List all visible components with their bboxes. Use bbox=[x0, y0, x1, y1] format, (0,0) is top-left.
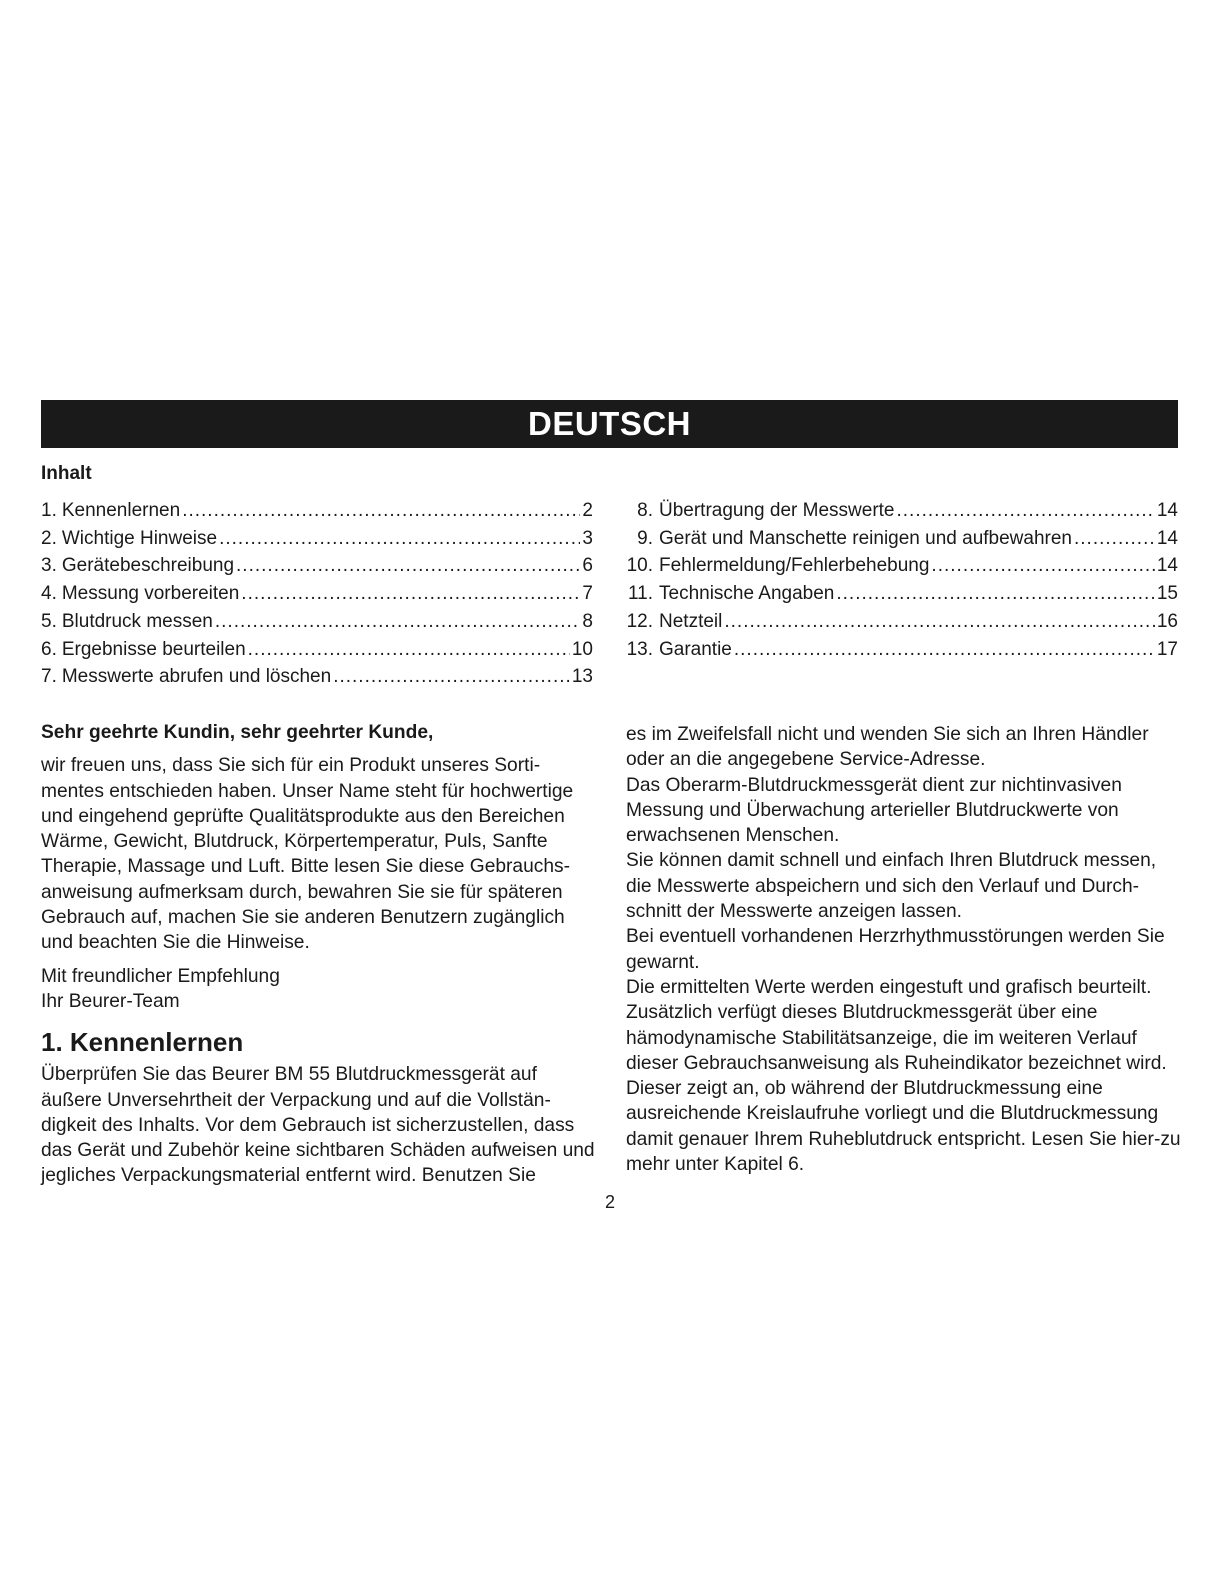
toc-entry[interactable] bbox=[626, 636, 1178, 664]
paragraph: Bei eventuell vorhandenen Herzrhythmusstörungen werden Sie gewarnt. bbox=[626, 926, 1165, 973]
toc-entry[interactable] bbox=[626, 552, 1178, 580]
toc-entry-number: 7. bbox=[41, 666, 57, 688]
toc-entry[interactable] bbox=[626, 608, 1178, 636]
toc-entry-label: Blutdruck messen bbox=[61, 610, 213, 632]
toc-left-column bbox=[41, 497, 593, 691]
toc-entry-number: 3. bbox=[41, 555, 57, 577]
paragraph: Sie können damit schnell und einfach Ihren Blutdruck messen, die Messwerte abspeichern und sich den Verlauf und Durch-schnitt der Messwerte anzeigen lassen. bbox=[626, 850, 1157, 923]
toc-entry-page: 14 bbox=[1156, 555, 1178, 577]
toc-entry-label: Ergebnisse beurteilen bbox=[61, 638, 246, 660]
toc-entry-page: 7 bbox=[582, 583, 593, 605]
toc-entry[interactable] bbox=[626, 525, 1178, 553]
toc-entry-label: Übertragung der Messwerte bbox=[659, 500, 895, 521]
toc-leader-dots bbox=[241, 580, 580, 608]
toc-leader-dots bbox=[219, 525, 580, 553]
toc-entry-page: 14 bbox=[1156, 527, 1178, 549]
toc-entry-number: 12. bbox=[626, 610, 653, 632]
toc-leader-dots bbox=[333, 663, 570, 691]
toc-leader-dots bbox=[182, 497, 580, 525]
toc-entry-number: 2. bbox=[41, 527, 57, 549]
toc-entry[interactable] bbox=[41, 497, 593, 525]
toc-entry-page: 6 bbox=[582, 555, 593, 577]
language-banner bbox=[41, 400, 1178, 448]
toc-entry-label: Gerät und Manschette reinigen und aufbewahren bbox=[659, 527, 1072, 549]
toc-entry-label: Garantie bbox=[659, 638, 732, 660]
toc-entry-page: 8 bbox=[582, 610, 593, 632]
toc-entry-label: Kennenlernen bbox=[61, 500, 181, 521]
toc-entry[interactable] bbox=[41, 525, 593, 553]
toc-entry-label: Wichtige Hinweise bbox=[61, 527, 218, 549]
page-number: 2 bbox=[604, 1192, 615, 1212]
toc-entry-number: 13. bbox=[626, 638, 653, 660]
toc-entry-number: 9. bbox=[637, 527, 653, 549]
toc-entry[interactable] bbox=[41, 580, 593, 608]
toc-entry[interactable] bbox=[626, 580, 1178, 608]
toc-leader-dots bbox=[236, 552, 580, 580]
toc-entry-number: 4. bbox=[41, 583, 57, 605]
toc-leader-dots bbox=[836, 580, 1154, 608]
section-paragraph: Überprüfen Sie das Beurer BM 55 Blutdruckmessgerät auf äußere Unversehrtheit der Verpackung und auf die Vollstän-digkeit des Inhalts. Vor dem Gebrauch ist sicherzustellen, dass das Gerät und Zubehör keine sichtbaren Schäden aufweisen und jegliches Verpackungsmaterial entfernt wird. Benutzen Sie bbox=[41, 1064, 595, 1187]
toc-entry-label: Netzteil bbox=[659, 610, 723, 632]
toc-leader-dots bbox=[724, 608, 1155, 636]
toc-entry[interactable] bbox=[41, 663, 593, 691]
toc-entry[interactable] bbox=[41, 608, 593, 636]
paragraph: Das Oberarm-Blutdruckmessgerät dient zur nichtinvasiven Messung und Überwachung arterieller Blutdruckwerte von erwachsenen Menschen. bbox=[626, 774, 1122, 847]
toc-entry-page: 13 bbox=[571, 666, 593, 688]
toc-entry[interactable] bbox=[41, 636, 593, 664]
toc-entry[interactable] bbox=[41, 552, 593, 580]
left-text-column bbox=[41, 720, 597, 1189]
toc-leader-dots bbox=[1074, 525, 1155, 553]
toc-entry-page: 10 bbox=[571, 638, 593, 660]
paragraph: es im Zweifelsfall nicht und wenden Sie sich an Ihren Händler oder an die angegebene Service-Adresse. bbox=[626, 724, 1149, 771]
toc-entry-label: Messwerte abrufen und löschen bbox=[61, 666, 332, 688]
toc-entry-page: 15 bbox=[1156, 583, 1178, 605]
toc-entry-number: 6. bbox=[41, 638, 57, 660]
intro-paragraph: wir freuen uns, dass Sie sich für ein Produkt unseres Sorti-mentes entschieden haben. Unser Name steht für hochwertige und eingehend geprüfte Qualitätsprodukte aus den Bereichen Wärme, Gewicht, Blutdruck, Körpertemperatur, Puls, Sanfte Therapie, Massage und Luft. Bitte lesen Sie diese Gebrauchs-anweisung aufmerksam durch, bewahren Sie sie für späteren Gebrauch auf, machen Sie sie anderen Benutzern zugänglich und beachten Sie die Hinweise. bbox=[41, 755, 574, 954]
toc-entry-number: 5. bbox=[41, 610, 57, 632]
toc-leader-dots bbox=[734, 636, 1155, 664]
toc-entry-page: 2 bbox=[582, 500, 593, 521]
section-title: 1. Kennenlernen bbox=[41, 1027, 244, 1058]
toc-entry-page: 14 bbox=[1156, 500, 1178, 521]
toc-entry-page: 16 bbox=[1156, 610, 1178, 632]
toc-leader-dots bbox=[897, 497, 1155, 525]
toc-leader-dots bbox=[215, 608, 581, 636]
toc-entry-label: Messung vorbereiten bbox=[61, 583, 240, 605]
toc-entry-number: 8. bbox=[637, 500, 653, 521]
toc-right-column bbox=[626, 497, 1178, 663]
toc-entry-label: Fehlermeldung/Fehlerbehebung bbox=[659, 555, 930, 577]
banner-title: DEUTSCH bbox=[527, 405, 691, 442]
toc-entry-number: 11. bbox=[627, 583, 653, 605]
toc-heading: Inhalt bbox=[41, 463, 92, 484]
greeting: Sehr geehrte Kundin, sehr geehrter Kunde, bbox=[41, 722, 434, 743]
right-text-column bbox=[626, 722, 1182, 1177]
toc-leader-dots bbox=[248, 636, 570, 664]
toc-entry[interactable] bbox=[626, 497, 1178, 525]
closing-line: Mit freundlicher Empfehlung bbox=[41, 965, 280, 987]
toc-entry-label: Technische Angaben bbox=[659, 583, 835, 605]
toc-entry-number: 10. bbox=[626, 555, 653, 577]
toc-entry-page: 3 bbox=[582, 527, 593, 549]
paragraph: Die ermittelten Werte werden eingestuft und grafisch beurteilt. Zusätzlich verfügt dieses Blutdruckmessgerät über eine hämodynamische Stabilitätsanzeige, die im weiteren Verlauf dieser Gebrauchsanweisung als Ruheindikator bezeichnet wird. Dieser zeigt an, ob während der Blutdruckmessung eine ausreichende Kreislaufruhe vorliegt und die Blutdruckmessung damit genauer Ihrem Ruheblutdruck entspricht. Lesen Sie hier-zu mehr unter Kapitel 6. bbox=[626, 976, 1181, 1176]
toc-entry-page: 17 bbox=[1156, 638, 1178, 660]
toc-leader-dots bbox=[931, 552, 1154, 580]
toc-entry-label: Gerätebeschreibung bbox=[61, 555, 235, 577]
toc-entry-number: 1. bbox=[41, 500, 57, 521]
signature-line: Ihr Beurer-Team bbox=[41, 990, 180, 1012]
